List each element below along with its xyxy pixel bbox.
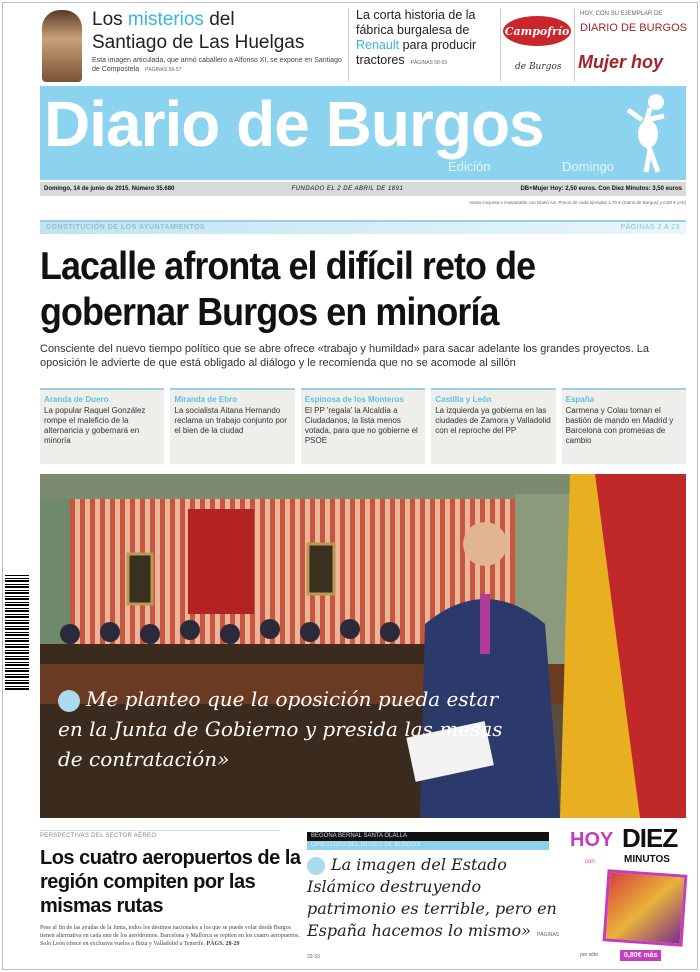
page-ref: PÁGINAS 58-59 [410, 60, 448, 66]
founded-text: FUNDADO EL 2 DE ABRIL DE 1891 [291, 186, 404, 192]
issue-date: Domingo, 14 de junio de 2015. Número 35.680 [44, 186, 175, 192]
photo-quote [58, 684, 528, 774]
title-part: Santiago de Las Huelgas [92, 32, 305, 53]
story-text: La izquierda ya gobierna en las ciudades de Zamora y Valladolid con el reproche del PP [435, 406, 551, 435]
divider [500, 8, 501, 82]
related-story[interactable] [170, 388, 294, 464]
promo-con: con [585, 859, 595, 865]
related-story[interactable] [301, 388, 425, 464]
campofrio-sub: de Burgos [515, 62, 562, 72]
section-label [40, 220, 686, 234]
interview-quote[interactable] [307, 854, 565, 964]
quote-bullet-icon [58, 690, 80, 712]
teaser-highlight: Renault [356, 38, 400, 52]
mujer-hoy-title[interactable]: Mujer hoy [578, 52, 664, 72]
story-title: España [565, 395, 595, 404]
title-highlight: misterios [127, 9, 204, 30]
title-part: del [203, 9, 235, 30]
page-ref: PÁGINAS 2 A 23 [620, 224, 680, 231]
edition-day: Domingo [562, 159, 615, 174]
story-body: Pese al fin de las ayudas de la Junta, todos los destinos nacionales a los que se puede volar desde Burgos tienen alternativa en cada uno de los aeródromos. Barcelona y Mallorca se repiten en los cuatro aeropuertos. Solo León ofrece en exclusiva vuelos a Ibiza y Valladolid a Tenerife. [40, 925, 300, 947]
quote-text: La imagen del Estado Islámico destruyendo patrimonio es terrible, pero en España hacemos lo mismo» [307, 855, 557, 940]
section-title: CONSTITUCIÓN DE LOS AYUNTAMIENTOS [46, 224, 206, 231]
interview-role: DIRECTORA DEL MUSEO DE BURGOS [307, 841, 549, 850]
supplement-paper: DIARIO DE BURGOS [580, 22, 687, 34]
teaser-renault[interactable] [356, 8, 500, 71]
teaser-santiago-title[interactable] [92, 8, 304, 54]
story-text: La socialista Aitana Hernando reclama un trabajo conjunto por el bien de la ciudad [174, 406, 287, 435]
statue-image [42, 10, 82, 82]
teaser-text: Esta imagen articulada, que armó caballero a Alfonso XI, se expone en Santiago de Compostela [92, 57, 342, 73]
interview-author: BEGOÑA BERNAL SANTA OLALLA [307, 832, 549, 841]
airports-body [40, 924, 300, 948]
main-subhead: Consciente del nuevo tiempo político que se abre ofrece «trabajo y humildad» para sacar adelante los grandes proyectos. La oposición le advierte de que está obligado al diálogo y le recomienda que no se acomode al sillón [40, 343, 650, 369]
campofrio-logo: Campofrío [503, 16, 571, 46]
divider [574, 8, 575, 82]
story-title: Espinosa de los Monteros [304, 395, 404, 404]
divider [348, 8, 349, 82]
story-title: Aranda de Duero [44, 395, 109, 404]
quote-text: Me planteo que la oposición pueda estar en la Junta de Gobierno y presida las mesas de contratación» [58, 687, 503, 771]
magazine-cover-image [603, 869, 688, 946]
airports-headline[interactable]: Los cuatro aeropuertos de la región compiten por las mismas rutas [40, 847, 301, 917]
promo-minutos: MINUTOS [624, 854, 670, 865]
story-title: Miranda de Ebro [174, 395, 238, 404]
promo-hoy: HOY [570, 829, 614, 851]
edition-label: Edición [448, 159, 491, 174]
story-text: El PP 'regala' la Alcaldía a Ciudadanos, la lista menos votada, para que no gobierne el PSOE [304, 406, 418, 445]
teaser-text: para producir tractores [356, 38, 477, 67]
date-bar [40, 182, 686, 196]
promo-por-solo: por sólo [580, 952, 598, 958]
barcode [5, 575, 29, 690]
story-text: Carmena y Colau toman el bastión de mando en Madrid y Barcelona con promesas de cambio [565, 406, 674, 445]
page-ref: PÁGINAS 56-57 [145, 67, 182, 73]
teaser-text: La corta historia de la fábrica burgalesa de [356, 8, 476, 37]
price-text: DB+Mujer Hoy: 2,50 euros. Con Diez Minutos: 3,50 euros [520, 186, 682, 192]
related-story[interactable] [562, 388, 686, 464]
masthead-mascot-icon [620, 90, 672, 175]
story-title: Castilla y León [435, 395, 492, 404]
page-ref: PÁGINAS 32-33 [307, 932, 560, 960]
related-story[interactable] [40, 388, 164, 464]
page-ref: PÁGS. 28-29 [206, 941, 240, 947]
main-headline[interactable]: Lacalle afronta el difícil reto de gobernar Burgos en minoría [40, 245, 536, 334]
sale-note: Venta conjunta e inseparable con Diario AS. Precio de cada ejemplar 1,70 € (Diario de Burgos) y 0,80 € (AS) [469, 200, 686, 205]
supplement-note: HOY, CON SU EJEMPLAR DE [580, 11, 663, 17]
quote-bullet-icon [307, 857, 325, 875]
masthead-title[interactable]: Diario de Burgos [44, 88, 544, 160]
promo-price: 0,80€ más [620, 950, 661, 961]
promo-diez: DIEZ [622, 823, 678, 853]
teaser-santiago-text [92, 56, 342, 75]
story-text: La popular Raquel González rompe el maleficio de la alternancia y gobernará en minoría [44, 406, 146, 445]
story-label: PERSPECTIVAS DEL SECTOR AÉREO [40, 830, 280, 839]
title-part: Los [92, 9, 128, 30]
related-story[interactable] [431, 388, 555, 464]
related-stories [40, 388, 686, 464]
